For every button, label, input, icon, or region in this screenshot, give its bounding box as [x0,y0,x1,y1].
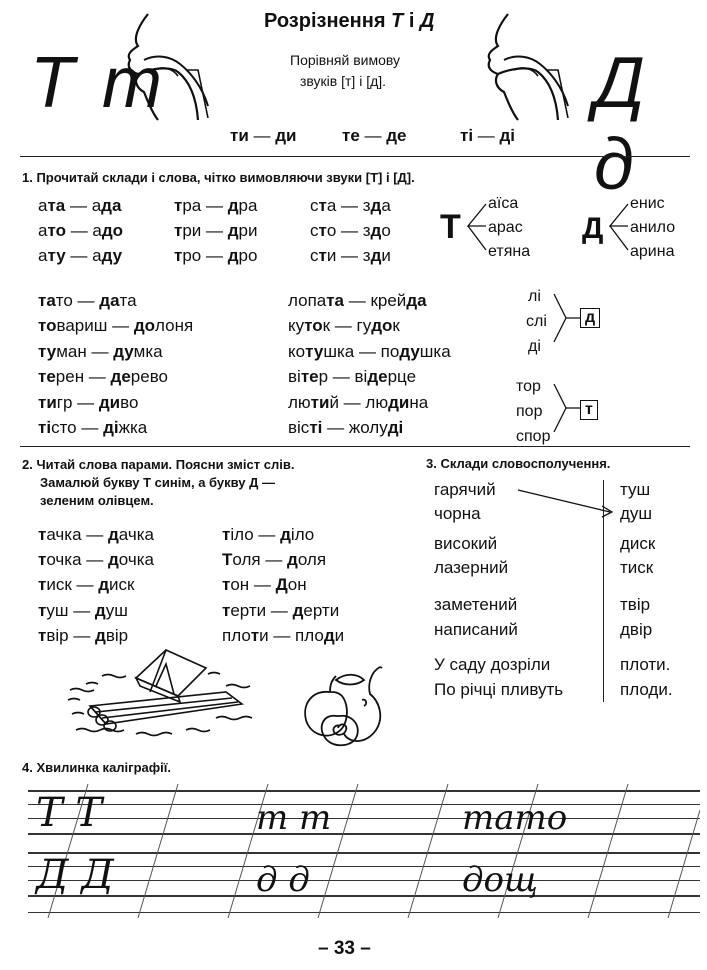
word-pair-row: куток — гудок [288,316,400,336]
syllable-row: сто — здо [310,221,391,240]
phrase-left: У саду дозріли [434,655,551,674]
task2-heading [22,456,294,510]
phrase-right: двір [620,620,653,639]
word-pair-row: плоти — плоди [222,625,345,645]
word-pair-row: туман — думка [38,341,163,361]
phrase-right: плоти. [620,655,671,674]
word-pair-row: точка — дочка [38,550,154,570]
prefix-item: тор [516,378,541,395]
syllables-col-3 [310,193,391,268]
t-prefix-lines [552,380,580,436]
calligraphy-row1-capitals: Т Т [36,790,103,836]
task2-heading-line: Замалюй букву Т синім, а букву Д — [40,475,276,490]
word-pairs-col-2 [288,288,451,440]
word-pair-row: котушка — подушка [288,341,451,361]
calligraphy-row2-capitals: Д Д [36,852,114,898]
d-ending-item: арина [630,243,675,260]
d-prefix-list [516,284,547,359]
phrase-right: душ [620,504,653,523]
word-pair-row: товариш — долоня [38,316,194,336]
page-number: – 33 – [318,938,371,959]
d-letter-big: Д [582,212,604,245]
syllable-row: тра — дра [174,196,258,215]
calligraphy-row2-word: дощ [462,860,539,900]
mouth-profile-d-illustration [478,10,578,122]
d-fan-lines [608,196,630,256]
syllable-row: тро — дро [174,246,258,265]
t-ending-item: етяна [488,243,531,260]
word-pair-row: тато — дата [38,291,137,310]
word-pair-row: Толя — доля [222,550,327,570]
phrase-right: туш [620,480,651,499]
word-pair-row: вітер — відерце [288,367,417,387]
phrase-left: гарячий [434,480,496,499]
phrase-right: тиск [620,558,654,577]
prefix-item: лі [528,288,541,305]
word-pair-row: тачка — дачка [38,525,154,544]
task2-heading-line: 2. Читай слова парами. Поясни зміст слів. [22,457,295,472]
word-pair-row: тигр — диво [38,392,139,412]
top-divider [20,156,690,157]
d-ending-item: анило [630,219,676,236]
word-pair-row: туш — душ [38,600,128,620]
d-prefix-lines [552,290,580,346]
page-title: Розрізнення Т і Д [264,10,435,32]
phrase-left: написаний [434,620,518,639]
slant-guides [28,784,700,918]
phrase-right: твір [620,595,651,614]
pair-te-de: те — де [342,126,407,145]
d-endings [630,192,675,264]
phrase-left: лазерний [434,558,509,577]
word-pair-row: тіло — діло [222,525,315,544]
t-fan-lines [466,196,488,256]
intro-line-1: Порівняй вимову [290,52,401,68]
pair-ti-di: ті — ді [460,126,516,145]
mouth-profile-t-illustration [118,10,218,122]
word-pair-row: тиск — диск [38,575,135,595]
syllables-col-2 [174,193,257,268]
syllable-row: ата — ада [38,196,122,215]
calligraphy-row1-word: тато [462,798,568,838]
syllable-row: сти — зди [310,246,391,265]
task4-heading: 4. Хвилинка каліграфії. [22,760,172,775]
task2-col-2 [222,522,344,648]
prefix-item: ді [528,338,541,355]
calligraphy-row2-lower: д д [256,860,310,900]
syllable-row: ато — адо [38,221,124,240]
big-letters-right: Д д [594,43,647,205]
word-pair-row: тісто — діжка [38,418,148,438]
phrase-left: високий [434,534,498,553]
d-ending-item: енис [630,195,665,212]
syllables-col-1 [38,193,123,268]
t-ending-item: арас [488,219,523,236]
phrase-right: диск [620,534,656,553]
big-letters-left: Т т [30,43,166,123]
task1-heading: 1. Прочитай склади і слова, чітко вимовляючи звуки [Т] і [Д]. [22,170,415,185]
word-pair-row: лопата — крейда [288,291,427,310]
phrase-left: чорна [434,504,481,523]
mid-divider [20,446,690,447]
word-pair-row: твір — двір [38,625,129,645]
t-prefix-list [516,374,550,449]
d-letter-box: д [580,308,600,328]
word-pair-row: вісті — жолуді [288,418,404,438]
word-pairs-col-1 [38,288,193,440]
task2-heading-line: зеленим олівцем. [40,493,154,508]
raft-illustration [66,642,262,738]
t-letter-big: Т [440,208,461,246]
t-letter-box: т [580,400,598,420]
t-endings [488,192,530,264]
task2-col-1 [38,522,154,648]
prefix-item: пор [516,403,543,420]
word-pair-row: терен — дерево [38,367,168,387]
intro-line-2: звуків [т] і [д]. [300,73,387,89]
fruit-illustration [300,664,396,752]
pair-ty-dy: ти — ди [230,126,297,145]
phrase-right: плоди. [620,680,673,699]
calligraphy-row1-lower: т т [256,798,332,838]
t-ending-item: аїса [488,195,519,212]
syllable-row: ста — зда [310,196,391,215]
word-pair-row: терти — дерти [222,600,340,620]
syllable-row: три — дри [174,221,258,240]
prefix-item: слі [526,313,547,330]
word-pair-row: лютий — людина [288,392,429,412]
task3-heading: 3. Склади словосполучення. [426,456,611,471]
phrase-left: заметений [434,595,518,614]
prefix-item: спор [516,428,551,445]
phrase-left: По річці пливуть [434,680,564,699]
syllable-row: ату — аду [38,246,123,265]
word-pair-row: тон — Дон [222,575,307,595]
task3-example-arrow [514,484,620,520]
